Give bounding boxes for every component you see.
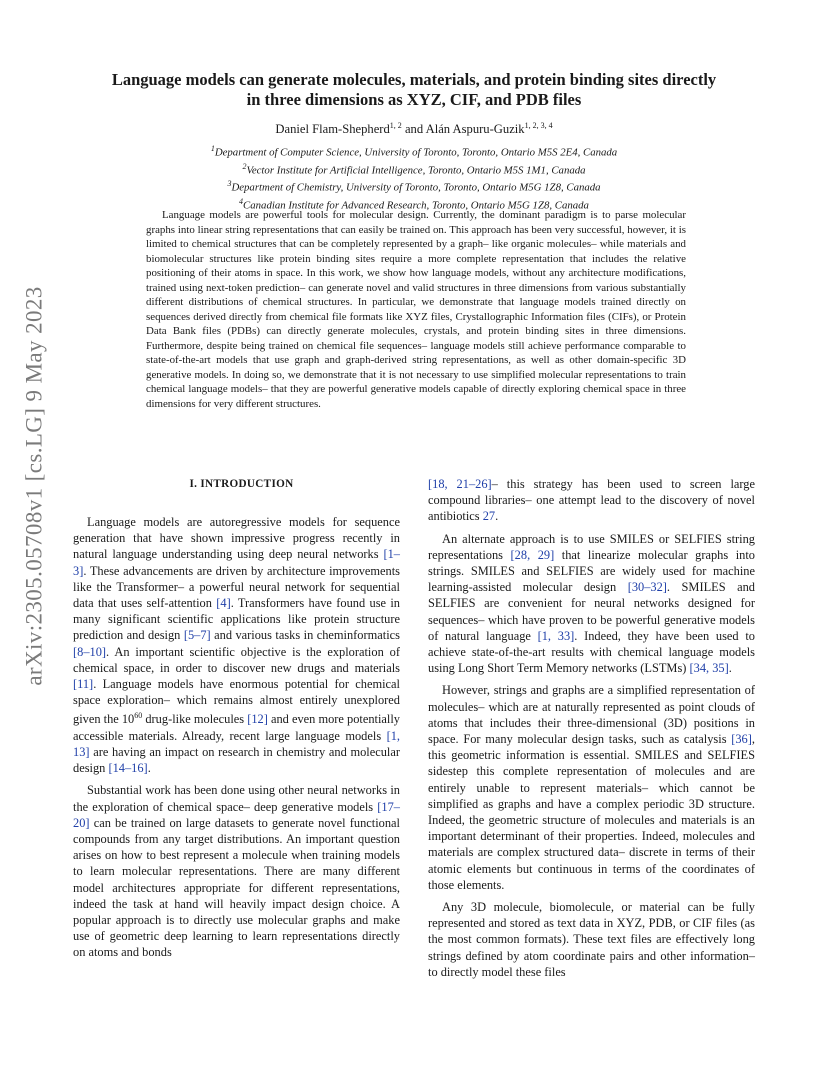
- body-text: – this strategy has been used to screen large compound libraries– one attempt lead to the discovery of novel antibiotics: [428, 477, 755, 524]
- body-text: An alternate approach is to use SMILES or SELFIES string representations: [428, 531, 755, 562]
- author-list: [60, 121, 768, 137]
- body-text: and even more potentially accessible materials. Already, recent large language models: [73, 712, 400, 743]
- citation-link[interactable]: [18, 21–26]: [428, 477, 492, 491]
- paragraph: [73, 782, 400, 960]
- citation-link[interactable]: [28, 29]: [510, 547, 555, 562]
- arxiv-identifier-stamp: [20, 276, 50, 696]
- body-text: . Language models have enormous potential for chemical space exploration– which remains almost entirely unexplored given the 10: [73, 677, 400, 727]
- body-text: Any 3D molecule, biomolecule, or material can be fully represented and stored as text data in XYZ, PDB, or CIF files (as the most common formats). These text files are effectively long strings defined by atom coordinate pairs and other information– to directly model these files: [428, 900, 755, 979]
- body-text: . An important scientific objective is the exploration of chemical space, in order to discover new drugs and materials: [73, 644, 400, 675]
- body-text: .: [728, 661, 732, 676]
- body-text: However, strings and graphs are a simplified representation of molecules– which are at naturally represented as point clouds of atoms that includes their three-dimensional (3D) positions in space. For many molecular design tasks, such as catalysis: [428, 683, 755, 747]
- citation-link[interactable]: [34, 35]: [689, 661, 729, 676]
- citation-link[interactable]: [30–32]: [627, 580, 667, 595]
- paragraph: [428, 531, 755, 677]
- affiliation-text: Canadian Institute for Advanced Research, Toronto, Ontario M5G 1Z8, Canada: [243, 199, 589, 212]
- paragraph: [73, 514, 400, 776]
- affiliation-line: [60, 177, 768, 195]
- affiliation-text: Department of Chemistry, University of Toronto, Toronto, Ontario M5G 1Z8, Canada: [231, 181, 601, 194]
- affiliation-line: [60, 160, 768, 178]
- author-affiliation-marker: 1, 2, 3, 4: [524, 121, 553, 130]
- paper-title-line-2: in three dimensions as XYZ, CIF, and PDB files: [246, 90, 582, 109]
- abstract: Language models are powerful tools for molecular design. Currently, the dominant paradigm is to parse molecular graphs into linear string representations that can easily be trained on. This approach has been very successful, however, it is limited to chemical structures that can be completely represented by a graph– like organic molecules– while materials and biomolecular structures like protein binding sites require a more complete representation that includes the relative positioning of their atoms in space. In this work, we show how language models, without any architecture modifications, trained using next-token prediction– can generate novel and valid structures in three dimensions from various substantially different distributions of chemical structures. In particular, we demonstrate that language models trained directly on sequences derived directly from chemical file formats like XYZ files, Crystallographic Information files (CIFs), or Protein Data Bank files (PDBs) can directly generate molecules, crystals, and protein binding sites in three dimensions. Furthermore, despite being trained on chemical file sequences– language models still achieve performance comparable to state-of-the-art models that use graph and graph-derived string representations, as well as other domain-specific 3D generative models. In doing so, we demonstrate that it is not necessary to use simplified molecular representations to train chemical language models– that they are powerful generative models capable of directly exploring chemical space in three dimensions for very different structures.: [146, 209, 686, 410]
- affiliation-line: [60, 142, 768, 160]
- citation-link[interactable]: [1, 13]: [73, 728, 400, 759]
- arxiv-identifier-text: arXiv:2305.05708v1 [cs.LG] 9 May 2023: [22, 286, 48, 686]
- affiliation-marker: 3: [227, 179, 232, 189]
- body-text: are having an impact on research in chemistry and molecular design: [73, 744, 400, 776]
- body-text: Substantial work has been done using other neural networks in the exploration of chemical space– deep generative models: [73, 783, 400, 814]
- section-heading-introduction: I. INTRODUCTION: [189, 478, 294, 490]
- paragraph: [428, 476, 755, 525]
- body-text: Language models are autoregressive models for sequence generation that have shown impressive progress recently in natural language understanding using deep neural networks: [73, 515, 400, 562]
- citation-link[interactable]: [11]: [73, 677, 94, 692]
- body-text: .: [495, 509, 499, 524]
- body-text: can be trained on large datasets to generate novel functional compounds from any target distributions. An important question arises on how to best represent a molecule when training models to learn molecular representations. There are many different model architectures appropriate for different representations, indeed the task at hand will heavily impact design choice. A popular approach is to directly use molecular graphs and make use of geometric deep learning to learn representations directly on atoms and bonds: [73, 815, 400, 960]
- citation-link[interactable]: [1, 33]: [537, 628, 575, 643]
- body-text: drug-like molecules: [142, 712, 248, 727]
- left-column: [73, 514, 400, 967]
- body-text: .: [147, 761, 151, 776]
- affiliation-marker: 4: [239, 196, 244, 206]
- paragraph: [428, 682, 755, 893]
- citation-link[interactable]: [17–20]: [73, 799, 400, 830]
- author-name: Alán Aspuru-Guzik: [425, 122, 525, 137]
- paper-title-line-1: Language models can generate molecules, materials, and protein binding sites directly: [111, 70, 717, 89]
- body-text: and various tasks in cheminformatics: [210, 628, 400, 643]
- citation-link[interactable]: 27: [482, 509, 496, 524]
- citation-link[interactable]: [1–3]: [73, 547, 400, 578]
- citation-link[interactable]: [8–10]: [73, 644, 107, 659]
- affiliation-list: [60, 142, 768, 212]
- affiliation-marker: 2: [242, 161, 247, 171]
- citation-link[interactable]: [36]: [731, 732, 752, 747]
- author-conjunction: and: [404, 122, 424, 137]
- affiliation-marker: 1: [210, 144, 215, 153]
- citation-link[interactable]: [12]: [247, 712, 268, 727]
- exponent: 60: [134, 711, 143, 721]
- author-affiliation-marker: 1, 2: [389, 121, 402, 130]
- right-column: [428, 476, 755, 986]
- citation-link[interactable]: [5–7]: [183, 628, 211, 643]
- affiliation-text: Department of Computer Science, University of Toronto, Toronto, Ontario M5S 2E4, Canada: [214, 146, 618, 159]
- body-text: . Indeed, they have been used to achieve state-of-the-art results with chemical language models using Long Short Term Memory networks (LSTMs): [428, 628, 755, 676]
- body-text: . SMILES and SELFIES are convenient for neural networks designed for sequences– which have proven to be powerful generative models of natural language: [428, 580, 755, 643]
- body-text: . Transformers have found use in many significant scientific applications like protein structure prediction and design: [73, 596, 400, 643]
- body-text: . These advancements are driven by architecture improvements like the Transformer– a powerful neural network for sequential data that uses self-attention: [73, 563, 400, 611]
- citation-link[interactable]: [4]: [216, 596, 231, 611]
- citation-link[interactable]: [14–16]: [108, 761, 148, 776]
- affiliation-text: Vector Institute for Artificial Intelligence, Toronto, Ontario M5S 1M1, Canada: [246, 164, 586, 177]
- body-text: that linearize molecular graphs into strings. SMILES and SELFIES are widely used for machine learning-assisted molecular design: [428, 547, 755, 595]
- paper-title: [60, 70, 768, 110]
- paragraph: [428, 899, 755, 980]
- author-name: Daniel Flam-Shepherd: [275, 122, 390, 137]
- body-text: , this geometric information is essential. SMILES and SELFIES sidestep this complete representation of molecules and are entirely unable to represent materials– which cannot be simplified as graphs and have a complex periodic 3D structure. Indeed, the geometric structure of molecules and materials is an important determinant of their properties. Indeed, molecules and materials are complex structured data– discrete in terms of their atomic elements but continuous in terms of the coordinates of those elements.: [428, 732, 755, 892]
